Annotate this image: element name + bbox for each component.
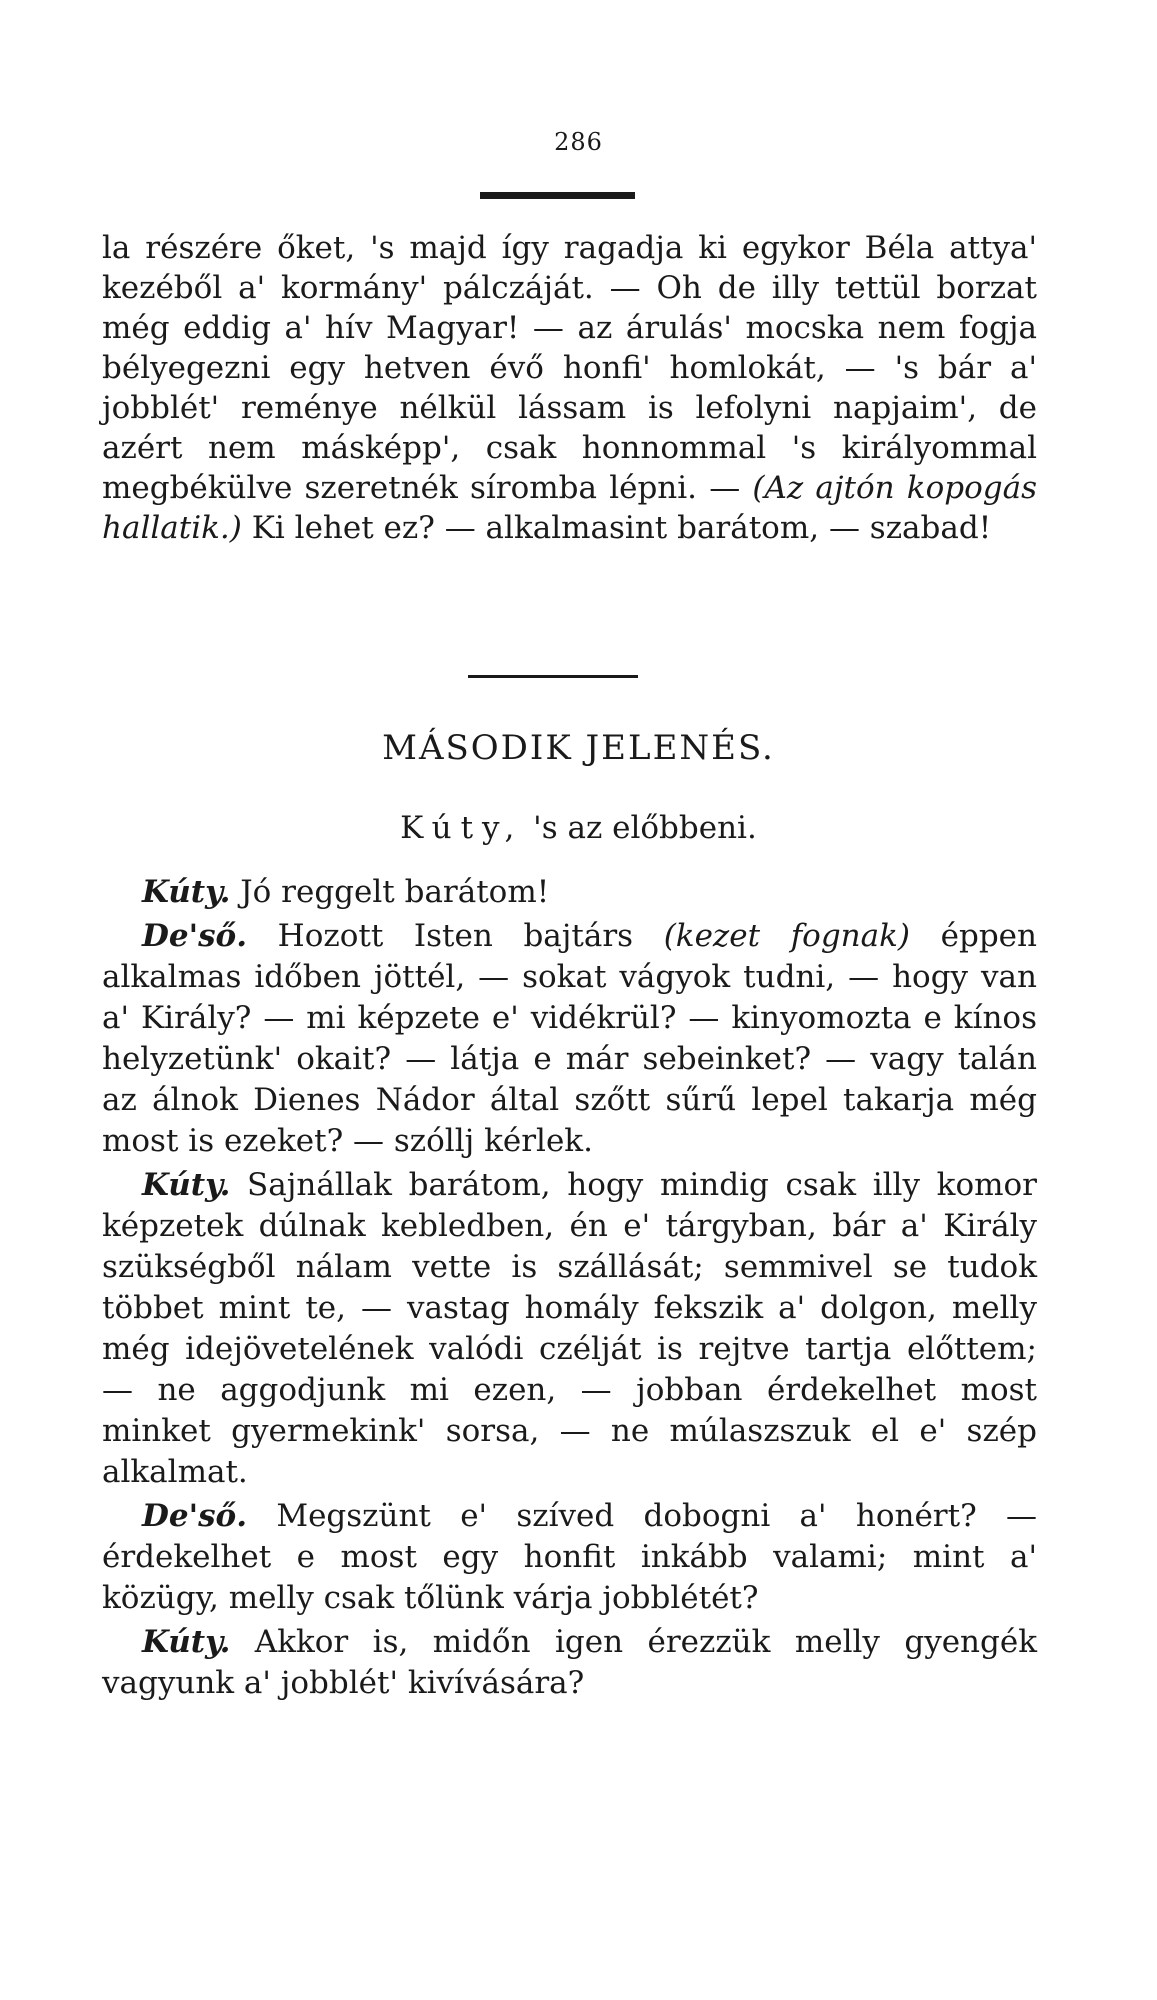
opening-text-b: Ki lehet ez? — alkalmasint barátom, — szabad! <box>241 510 992 546</box>
scene-cast <box>0 810 1157 846</box>
speaker-name: Kúty. <box>142 874 231 910</box>
header-rule <box>480 192 635 199</box>
dialogue-line <box>102 916 1037 1162</box>
dialogue-line <box>102 872 1037 913</box>
opening-text-a: la részére őket, 's majd így ragadja ki egykor Béla attya' kezéből a' kormány' pálczáját. — Oh de illy tettül borzat még eddig a' hív Magyar! — az árulás' mocska nem fogja bélyegezni egy hetven évő honfi' homlokát, — 's bár a' jobblét' reménye nélkül lássam is lefolyni napjaim', de azért nem másképp', csak honnommal 's királyommal megbékülve szeretnék síromba lépni. — <box>102 230 1037 506</box>
page-number: 286 <box>554 128 603 156</box>
dialogue-line <box>102 1165 1037 1493</box>
dialogue-line <box>102 1622 1037 1704</box>
stage-direction: (kezet fognak) <box>663 918 911 954</box>
opening-paragraph <box>102 228 1037 548</box>
speaker-name: Kúty. <box>142 1624 231 1660</box>
dialogue-text: Megszünt e' szíved dobogni a' honért? — érdekelhet e most egy honfit inkább valami; mint a' közügy, melly csak tőlünk várja jobblétét? <box>102 1498 1037 1616</box>
dialogue-text: Hozott Isten bajtárs <box>247 918 664 954</box>
speaker-name: De'ső. <box>142 918 248 954</box>
cast-name: Kúty, <box>400 810 524 846</box>
cast-rest: 's az előbbeni. <box>533 810 757 846</box>
dialogue-text: éppen alkalmas időben jöttél, — sokat vágyok tudni, — hogy van a' Király? — mi képzete e' vidékrül? — kinyomozta e kínos helyzetünk' okait? — látja e már sebeinket? — vagy talán az álnok Dienes Nádor által szőtt sűrű lepel takarja még most is ezeket? — szóllj kérlek. <box>102 918 1037 1159</box>
speaker-name: Kúty. <box>142 1167 231 1203</box>
dialogue-text: Jó reggelt barátom! <box>230 874 550 910</box>
dialogue <box>102 872 1037 1704</box>
dialogue-text: Sajnállak barátom, hogy mindig csak illy komor képzetek dúlnak kebledben, én e' tárgyban, bár a' Király szükségből nálam vette is szállását; semmivel se tudok többet mint te, — vastag homály fekszik a' dolgon, melly még idejövetelének valódi czélját is rejtve tartja előttem; — ne aggodjunk mi ezen, — jobban érdekelhet most minket gyermekink' sorsa, — ne múlaszszuk el e' szép alkalmat. <box>102 1167 1037 1490</box>
stage-direction: (Az ajtón kopogás hallatik.) <box>102 470 1037 546</box>
dialogue-line <box>102 1496 1037 1619</box>
opening-text <box>102 228 1037 548</box>
scene-title: MÁSODIK JELENÉS. <box>382 728 775 768</box>
speaker-name: De'ső. <box>142 1498 248 1534</box>
dialogue-text: Akkor is, midőn igen érezzük melly gyengék vagyunk a' jobblét' kivívására? <box>102 1624 1037 1701</box>
section-divider <box>468 675 638 678</box>
